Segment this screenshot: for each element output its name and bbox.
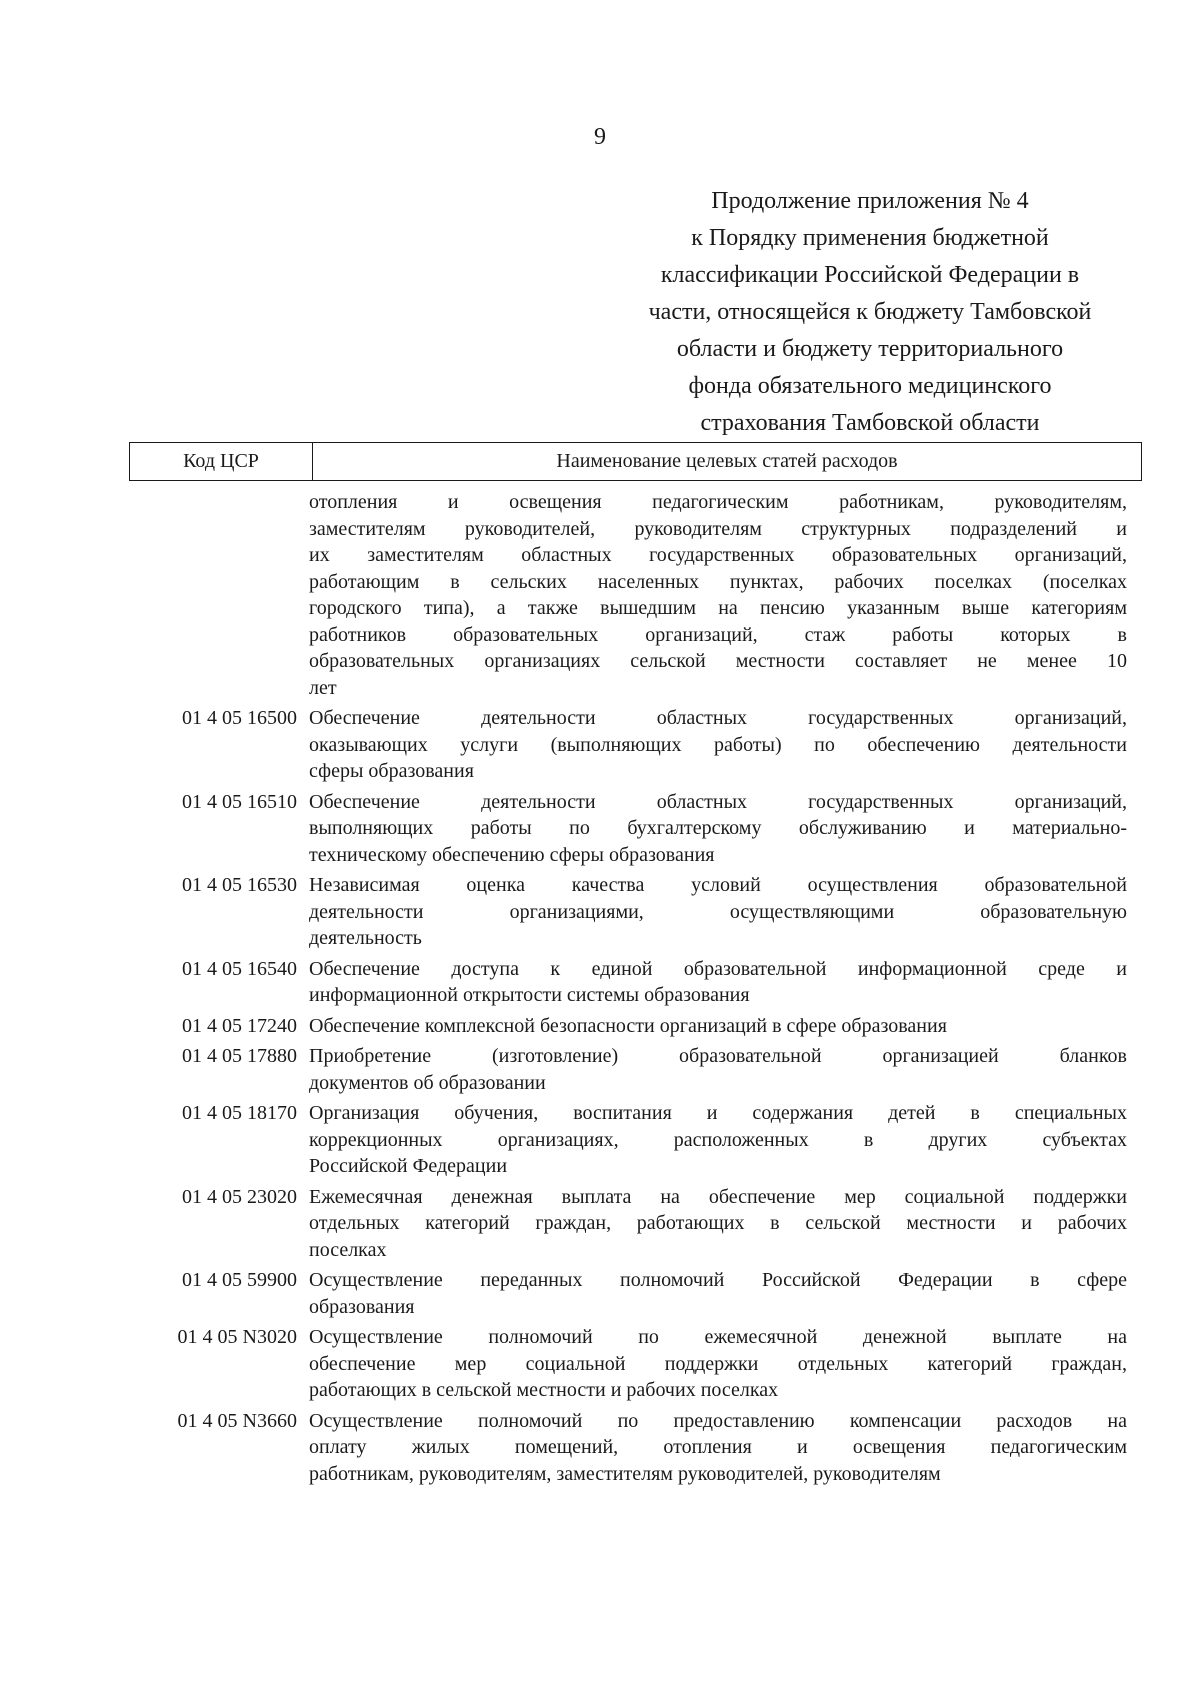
table-row	[129, 1408, 1142, 1488]
table-row	[129, 1013, 1142, 1040]
row-name-line: Приобретение (изготовление) образовательной организацией бланков	[309, 1045, 1127, 1067]
table-row	[129, 1100, 1142, 1180]
table-row	[129, 1267, 1142, 1320]
table-header	[129, 442, 1142, 481]
column-header-code: Код ЦСР	[130, 443, 313, 480]
row-name-line: деятельность	[309, 927, 422, 949]
row-name-line: выполняющих работы по бухгалтерскому обслуживанию и материально-	[309, 817, 1127, 839]
row-code: 01 4 05 N3020	[177, 1326, 297, 1348]
row-name-line: поселках	[309, 1238, 387, 1261]
row-name-line: техническому обеспечению сферы образования	[309, 843, 715, 866]
row-name-line: обеспечение мер социальной поддержки отдельных категорий граждан,	[309, 1352, 1127, 1375]
appendix-header-line: классификации Российской Федерации в	[660, 262, 1080, 288]
appendix-header	[600, 183, 1140, 442]
table-row	[129, 705, 1142, 785]
row-code: 01 4 05 17880	[182, 1045, 297, 1067]
row-name	[309, 1184, 1127, 1264]
row-name-line: деятельности организациями, осуществляющими образовательную	[309, 900, 1127, 923]
row-name-line: работающим в сельских населенных пунктах, рабочих поселках (поселках	[309, 570, 1127, 593]
row-name-line: Осуществление полномочий по ежемесячной денежной выплате на	[309, 1326, 1127, 1348]
row-name-line: Осуществление полномочий по предоставлению компенсации расходов на	[309, 1409, 1127, 1432]
appendix-header-line: части, относящейся к бюджету Тамбовской	[648, 299, 1092, 325]
row-name-line: Организация обучения, воспитания и содержания детей в специальных	[309, 1102, 1127, 1124]
row-code: 01 4 05 59900	[182, 1269, 297, 1291]
row-name-line: их заместителям областных государственных образовательных организаций,	[309, 544, 1127, 566]
row-name-line: коррекционных организациях, расположенных в других субъектах	[309, 1128, 1127, 1151]
row-name-line: лет	[309, 676, 337, 699]
table-row	[129, 489, 1142, 701]
row-code: 01 4 05 16540	[182, 957, 297, 980]
table-row	[129, 1043, 1142, 1096]
row-name-line: документов об образовании	[309, 1071, 546, 1094]
row-name-line: работникам, руководителям, заместителям руководителей, руководителям	[309, 1462, 941, 1485]
row-name	[309, 872, 1127, 952]
appendix-header-line: к Порядку применения бюджетной	[691, 225, 1049, 251]
row-name-line: работающих в сельской местности и рабочих поселках	[309, 1379, 779, 1401]
table-row	[129, 872, 1142, 952]
row-name-line: информационной открытости системы образования	[309, 984, 750, 1006]
row-code: 01 4 05 23020	[182, 1185, 297, 1208]
row-name	[309, 705, 1127, 785]
row-name	[309, 1043, 1127, 1096]
row-name	[309, 956, 1127, 1009]
row-name	[309, 1324, 1127, 1404]
table-row	[129, 956, 1142, 1009]
table-row	[129, 1324, 1142, 1404]
row-name-line: Ежемесячная денежная выплата на обеспечение мер социальной поддержки	[309, 1185, 1127, 1208]
row-name-line: городского типа), а также вышедшим на пенсию указанным выше категориям	[309, 597, 1127, 619]
row-code: 01 4 05 18170	[182, 1102, 297, 1124]
row-code: 01 4 05 17240	[182, 1014, 297, 1037]
row-code: 01 4 05 16530	[182, 874, 297, 896]
row-name-line: Обеспечение деятельности областных государственных организаций,	[309, 707, 1127, 729]
row-name	[309, 1100, 1127, 1180]
row-name-line: отопления и освещения педагогическим работникам, руководителям,	[309, 491, 1127, 513]
row-name	[309, 489, 1127, 701]
row-name-line: Российской Федерации	[309, 1155, 508, 1177]
row-name	[309, 1408, 1127, 1488]
appendix-header-line: страхования Тамбовской области	[700, 410, 1040, 436]
table-row	[129, 1184, 1142, 1264]
row-name-line: Независимая оценка качества условий осуществления образовательной	[309, 874, 1127, 896]
row-name	[309, 1267, 1127, 1320]
row-name-line: отдельных категорий граждан, работающих в сельской местности и рабочих	[309, 1212, 1127, 1234]
row-code: 01 4 05 16500	[182, 707, 297, 729]
row-name-line: оказывающих услуги (выполняющих работы) по обеспечению деятельности	[309, 733, 1127, 756]
row-name-line: сферы образования	[309, 760, 474, 782]
column-header-name: Наименование целевых статей расходов	[556, 450, 898, 472]
row-name-line: Обеспечение деятельности областных государственных организаций,	[309, 790, 1127, 813]
row-code: 01 4 05 16510	[182, 790, 297, 813]
row-name	[309, 789, 1127, 869]
row-code	[129, 489, 309, 701]
appendix-header-line: Продолжение приложения № 4	[711, 188, 1029, 214]
row-name-line: образовательных организациях сельской местности составляет не менее 10	[309, 650, 1127, 672]
table-row	[129, 789, 1142, 869]
appendix-header-line: фонда обязательного медицинского	[688, 373, 1052, 399]
row-name-line: заместителям руководителей, руководителям структурных подразделений и	[309, 517, 1127, 540]
row-code: 01 4 05 N3660	[177, 1409, 297, 1432]
row-name-line: работников образовательных организаций, стаж работы которых в	[309, 623, 1127, 646]
appendix-header-line: области и бюджету территориального	[676, 336, 1064, 362]
row-name-line: образования	[309, 1295, 415, 1318]
row-name-line: Осуществление переданных полномочий Российской Федерации в сфере	[309, 1269, 1127, 1291]
row-name-line: оплату жилых помещений, отопления и освещения педагогическим	[309, 1436, 1127, 1458]
row-name-line: Обеспечение комплексной безопасности организаций в сфере образования	[309, 1014, 947, 1037]
page-number: 9	[594, 124, 606, 150]
row-name	[309, 1013, 1127, 1040]
row-name-line: Обеспечение доступа к единой образовательной информационной среде и	[309, 957, 1127, 980]
table-body	[129, 489, 1142, 1491]
